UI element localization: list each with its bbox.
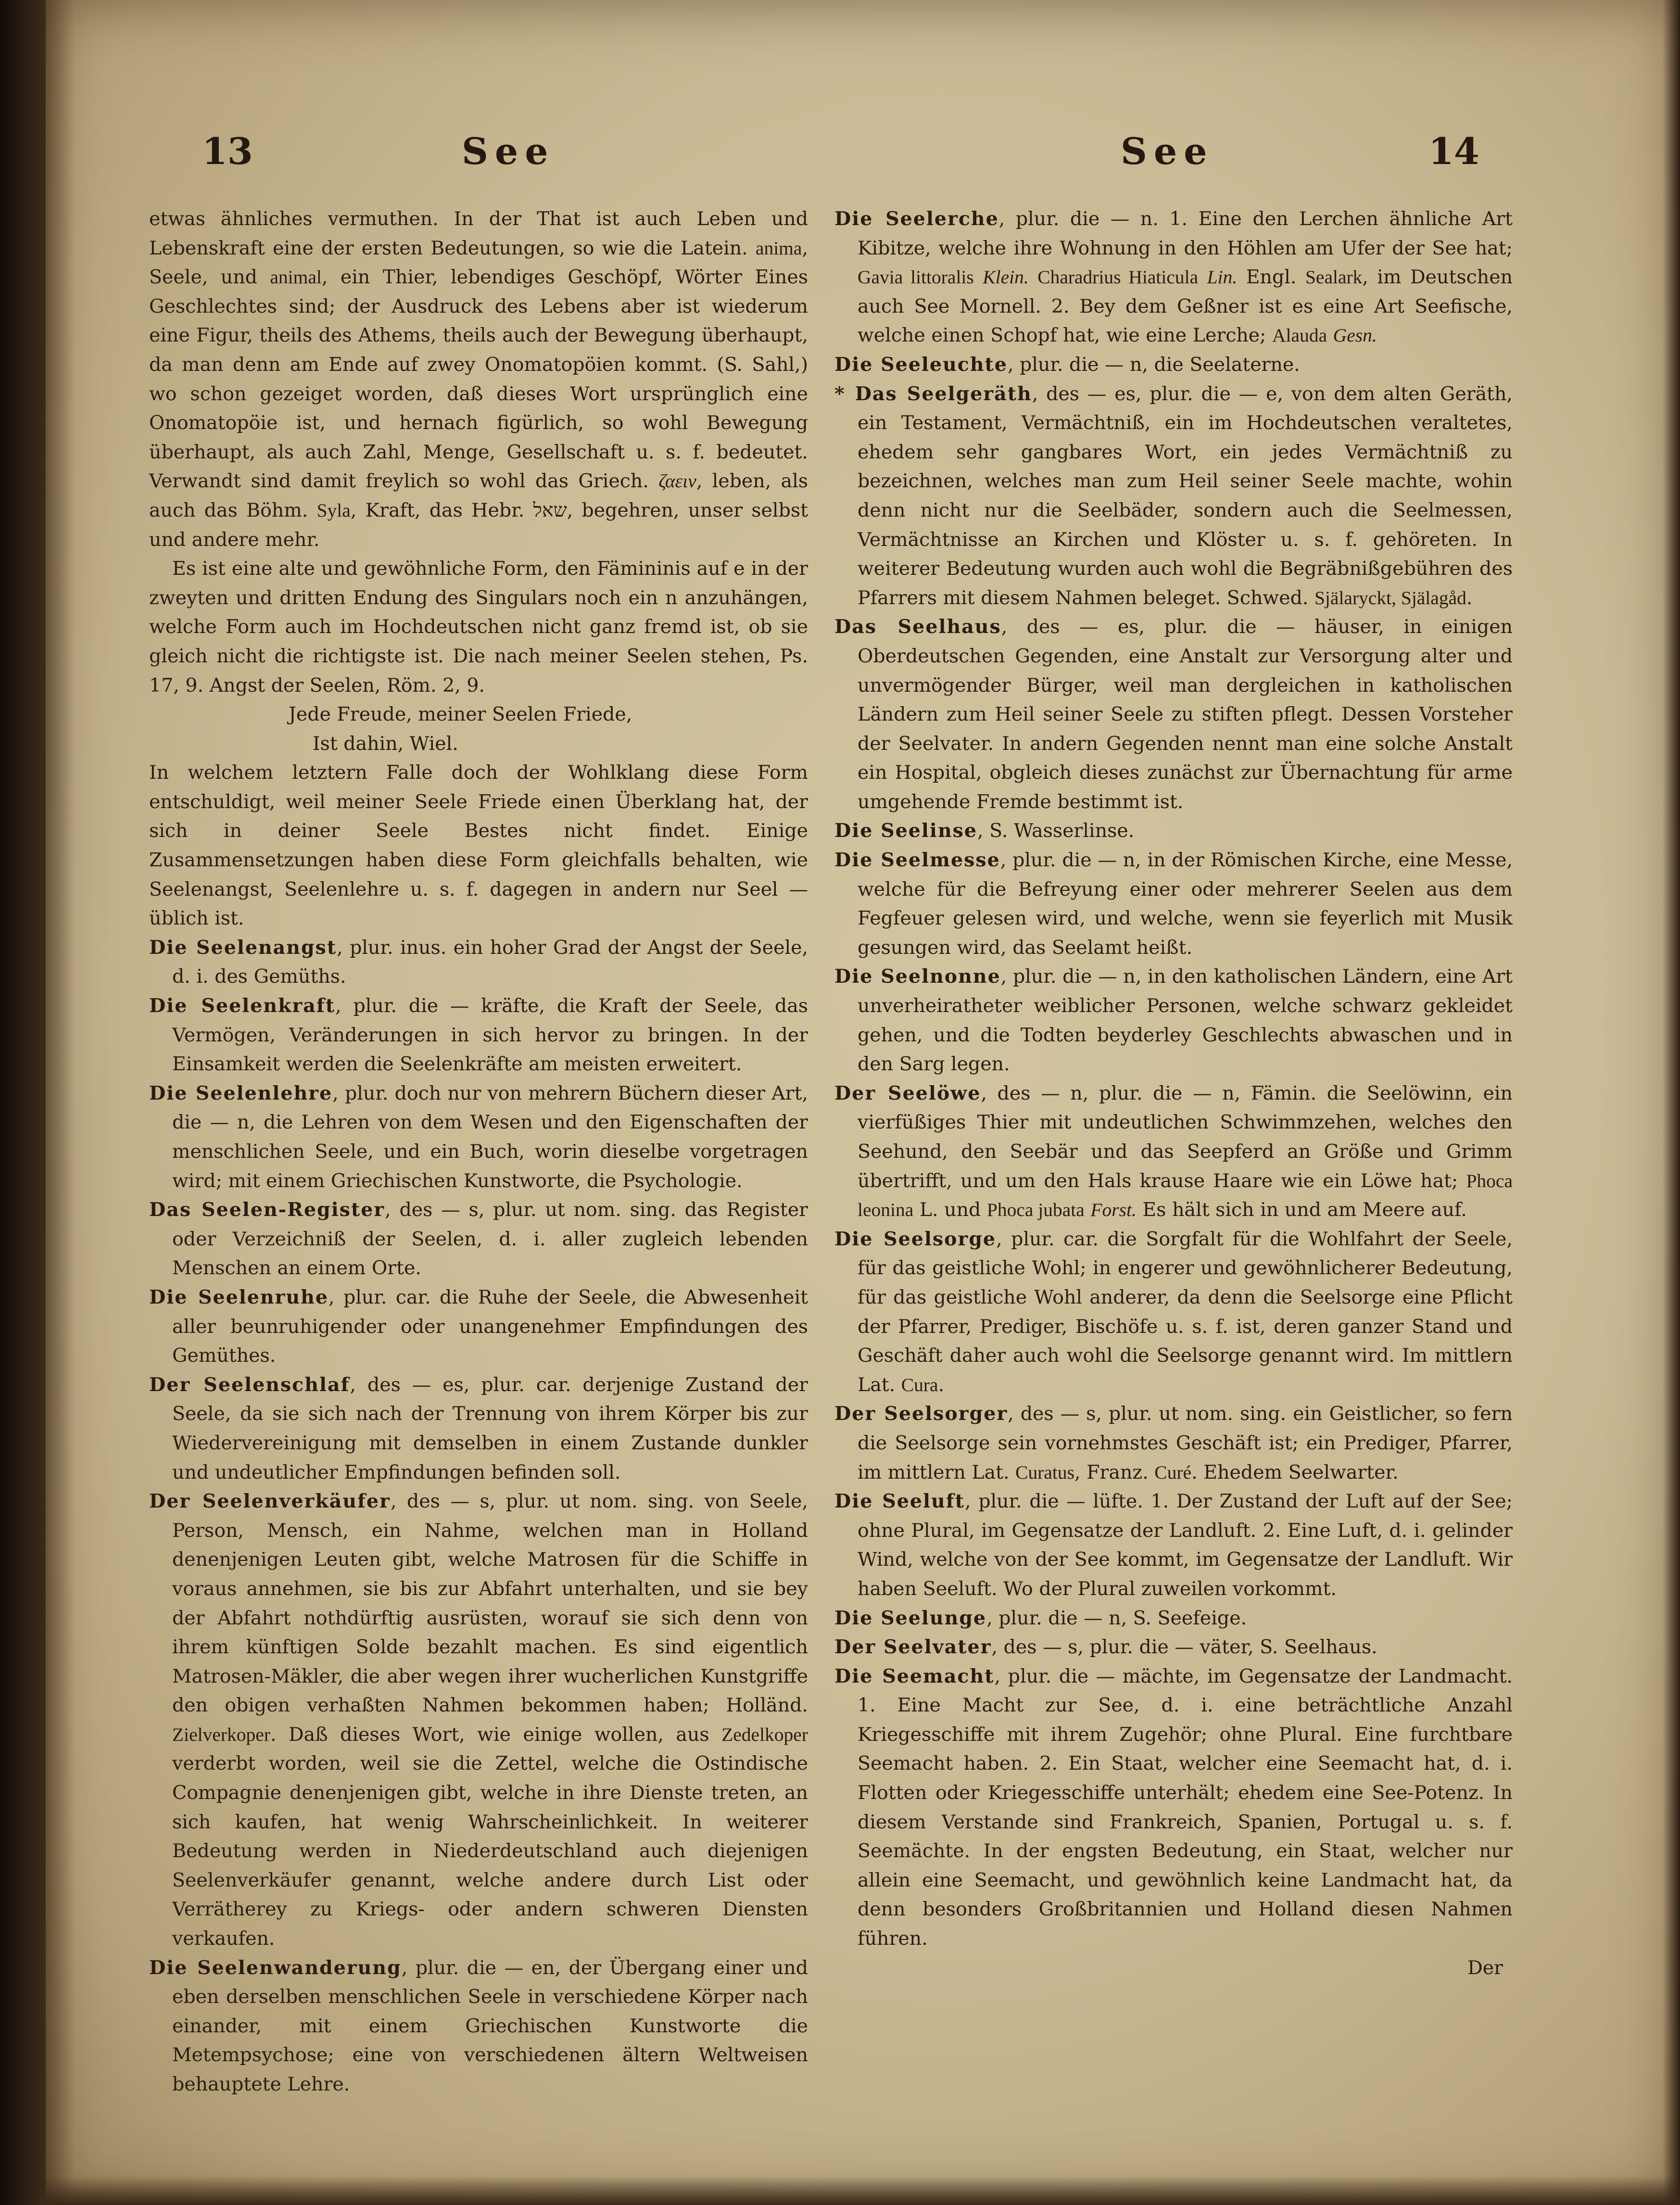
page-number-right: 14 xyxy=(1428,130,1479,173)
entry-headword: Der Seelenschlaf xyxy=(149,1373,350,1396)
page-number-left: 13 xyxy=(202,130,253,173)
entry-text: , S. Wasserlinse. xyxy=(977,820,1135,842)
entry-headword: Der Seelenverkäufer xyxy=(149,1490,391,1513)
entry-text: , ein Thier, lebendiges Geschöpf, Wörter Eines Geschlechtes sind; der Ausdruck des Lebens aber ist wiederum eine Figur, theils des Athems, theils auch der Bewegung überhaupt, da man denn am Ende auf zwey Onomatopöien kommt. (S. Sahl,) wo schon gezeiget worden, daß dieses Wort ursprünglich eine Onomatopöie ist, und hernach figürlich, so wohl Bewegung überhaupt, als auch Zahl, Menge, Gesellschaft u. s. f. bedeutet. Verwandt sind damit freylich so wohl das Griech. xyxy=(149,266,808,493)
entry-text: , des — es, plur. die — e, von dem alten Geräth, ein Testament, Vermächtniß, ein im Hochdeutschen veraltetes, ehedem sehr gangbares Wort, ein jedes Vermächtniß zu bezeichnen, welches man zum Heil seiner Seele machte, wohin denn nicht nur die Seelbäder, sondern auch die Seelmessen, Vermächtnisse an Kirchen und Klöster u. s. f. gehöreten. In weiterer Bedeutung wurden auch wohl die Begräbnißgebühren des Pfarrers mit diesem Nahmen beleget. Schwed. xyxy=(858,382,1513,609)
text-paragraph xyxy=(149,700,808,729)
entry-text: Phoca jubata xyxy=(986,1199,1085,1221)
entry-text: Lin. xyxy=(1207,266,1238,288)
entry-headword: Der Seelvater xyxy=(834,1636,992,1659)
entry-headword: Die Seeleuchte xyxy=(834,353,1008,376)
entry-text: , plur. car. die Ruhe der Seele, die Abwesenheit aller beunruhigender oder unangenehmer Empfindungen des Gemüthes. xyxy=(172,1286,808,1367)
entry-text: , plur. die — n, in der Römischen Kirche, eine Messe, welche für die Befreyung einer oder mehrerer Seelen aus dem Fegfeuer gelesen wird, und welche, wenn sie feyerlich mit Musik gesungen wird, das Seelamt heißt. xyxy=(858,849,1513,959)
entry-text: Gavia littoralis xyxy=(858,266,974,288)
entry-text: , des — es, plur. car. derjenige Zustand der Seele, da sie sich nach der Trennung von ihrem Körper bis zur Wiedervereinigung mit demselben in einem Zustande dunkler und undeutlicher Empfindungen befinden soll. xyxy=(172,1373,808,1483)
entry-text: , des — s, plur. ut nom. sing. von Seele, Person, Mensch, ein Nahme, welchen man in Holland denenjenigen Leuten gibt, welche Matrosen für die Schiffe in voraus annehmen, sie bis zur Abfahrt unterhalten, und sie bey der Abfahrt nothdürftig ausrüsten, worauf sie sich denn von ihrem künftigen Solde bezahlt machen. Es sind eigentlich Matrosen-Mäkler, die aber wegen ihrer wucherlichen Kunstgriffe den obigen verhaßten Nahmen bekommen haben; Holländ. xyxy=(172,1490,808,1717)
entry-text xyxy=(974,266,983,288)
text-paragraph xyxy=(149,554,808,700)
text-paragraph xyxy=(149,758,808,933)
book-gutter xyxy=(0,0,46,2205)
dictionary-entry xyxy=(149,1195,808,1283)
entry-text xyxy=(1327,324,1333,346)
entry-text: , des — s, plur. ut nom. sing. das Register oder Verzeichniß der Seelen, d. i. aller zugleich lebenden Menschen an einem Orte. xyxy=(172,1199,808,1280)
dictionary-entry xyxy=(834,204,1513,350)
entry-headword: Die Seelenwanderung xyxy=(149,1956,402,1979)
entry-headword: Die Seelsorge xyxy=(834,1228,997,1250)
entry-text: , begehren, unser selbst und andere mehr. xyxy=(149,499,808,551)
entry-headword: Die Seelunge xyxy=(834,1607,987,1629)
text-paragraph xyxy=(149,729,808,759)
dictionary-entry xyxy=(834,1604,1513,1633)
entry-text: Es ist eine alte und gewöhnliche Form, den Fämininis auf e in der zweyten und dritten Endung des Singulars noch ein n anzuhängen, welche Form auch im Hochdeutschen nicht ganz fremd ist, ob sie gleich nicht die richtigste ist. Die nach meiner Seelen stehen, Ps. 17, 9. Angst der Seelen, Röm. 2, 9. xyxy=(149,558,808,697)
entry-text: , leben, als auch das Böhm. xyxy=(149,470,808,521)
entry-headword: Die Seelinse xyxy=(834,820,978,842)
entry-text: ζαειν xyxy=(658,470,696,492)
entry-text: Zedelkoper xyxy=(721,1723,808,1745)
text-paragraph xyxy=(149,204,808,554)
entry-text: Phoca leonina xyxy=(858,1170,1513,1221)
entry-text: Ist dahin, Wiel. xyxy=(313,732,458,755)
entry-text: animal xyxy=(270,266,322,288)
dictionary-entry xyxy=(149,1953,808,2099)
entry-text: Curatus xyxy=(1015,1461,1075,1483)
entry-text: verderbt worden, weil sie die Zettel, welche die Ostindische Compagnie denenjenigen gibt, welche in ihre Dienste treten, an sich kaufen, hat wenig Wahrscheinlichkeit. In weiterer Bedeutung werden in Niederdeutschland auch diejenigen Seelenverkäufer genannt, welche andere durch List oder Verrätherey zu Kriegs- oder andern schweren Diensten verkaufen. xyxy=(172,1752,808,1950)
entry-text xyxy=(1085,1199,1091,1221)
dictionary-entry xyxy=(834,612,1513,816)
entry-text: , des — es, plur. die — häuser, in einigen Oberdeutschen Gegenden, eine Anstalt zur Versorgung alter und unvermögender Bürger, weil man dergleichen in katholischen Ländern zum Heil seiner Seele zu stiften pflegt. Dessen Vorsteher der Seelvater. In andern Gegenden nennt man eine solche Anstalt ein Hospital, obgleich dieses zunächst zur Übernachtung für arme umgehende Fremde bestimmt ist. xyxy=(858,616,1513,813)
entry-text: , Kraft, das Hebr. xyxy=(350,499,533,521)
entry-text: , plur. die — en, der Übergang einer und eben derselben menschlichen Seele in verschiedene Körper nach einander, mit einem Griechischen Kunstworte die Metempsychose; eine von verschiedenen ältern Weltweisen behauptete Lehre. xyxy=(172,1956,808,2095)
entry-text: , plur. die — lüfte. 1. Der Zustand der Luft auf der See; ohne Plural, im Gegensatze der Landluft. 2. Eine Luft, d. i. gelinder Wind, welche von der See kommt, im Gegensatze der Landluft. Wir haben Seeluft. Wo der Plural zuweilen vorkommt. xyxy=(858,1490,1513,1600)
entry-headword: Die Seelenkraft xyxy=(149,995,336,1017)
entry-text: , im Deutschen auch See Mornell. 2. Bey dem Geßner ist es eine Art Seefische, welche einen Schopf hat, wie eine Lerche; xyxy=(858,266,1513,347)
entry-text: Curé xyxy=(1154,1461,1192,1483)
page-edge-bottom xyxy=(46,2176,1680,2205)
dictionary-entry xyxy=(149,1370,808,1487)
dictionary-entry xyxy=(834,380,1513,613)
entry-headword: Die Seelmesse xyxy=(834,849,1000,872)
entry-text: , Franz. xyxy=(1074,1461,1155,1483)
entry-text: Charadrius Hiaticula xyxy=(1037,266,1199,288)
dictionary-entry xyxy=(834,350,1513,380)
entry-text: , plur. die — n, S. Seefeige. xyxy=(986,1607,1247,1629)
dictionary-entry xyxy=(834,1225,1513,1400)
entry-headword: Die Seeluft xyxy=(834,1490,965,1513)
entry-text: , des — n, plur. die — n, Fämin. die Seelöwinn, ein vierfüßiges Thier mit undeutlichen Schwimmzehen, welches den Seehund, den Seebär und das Seepferd an Größe und Grimm übertrifft, und um den Hals krause Haare wie ein Löwe hat; xyxy=(858,1082,1513,1192)
entry-headword: Die Seelerche xyxy=(834,208,999,230)
entry-headword: Das Seelen-Register xyxy=(149,1199,385,1221)
text-column-right xyxy=(834,204,1513,1982)
dictionary-entry xyxy=(149,933,808,991)
page-edge-right xyxy=(1663,0,1680,2205)
entry-text: Själaryckt, Själagåd xyxy=(1314,587,1466,608)
entry-text: , plur. die — kräfte, die Kraft der Seele, das Vermögen, Veränderungen in sich hervor zu bringen. In der Einsamkeit werden die Seelenkräfte am meisten erweitert. xyxy=(172,995,808,1076)
entry-text: , plur. doch nur von mehrern Büchern dieser Art, die — n, die Lehren von dem Wesen und den Eigenschaften der menschlichen Seele, und ein Buch, worin dieselbe vorgetragen wird; mit einem Griechischen Kunstworte, die Psychologie. xyxy=(172,1082,808,1192)
entry-text: L. und xyxy=(913,1199,987,1221)
entry-headword: * Das Seelgeräth xyxy=(834,382,1032,405)
entry-text: , Seele, und xyxy=(149,237,808,289)
entry-text: שאל xyxy=(533,499,567,521)
dictionary-entry xyxy=(149,1283,808,1370)
entry-text: , plur. inus. ein hoher Grad der Angst der Seele, d. i. des Gemüths. xyxy=(172,936,808,988)
running-head-right: See xyxy=(1121,130,1214,173)
entry-text: Gesn. xyxy=(1333,325,1377,346)
entry-text: In welchem letztern Falle doch der Wohlklang diese Form entschuldigt, weil meiner Seele Friede einen Überklang hat, der sich in deiner Seele Bestes nicht findet. Einige Zusammensetzungen haben diese Form gleichfalls behalten, wie Seelenangst, Seelenlehre u. s. f. dagegen in andern nur Seel — üblich ist. xyxy=(149,761,808,930)
dictionary-entry xyxy=(834,962,1513,1078)
entry-text: Zielverkoper xyxy=(172,1723,270,1745)
entry-headword: Die Seemacht xyxy=(834,1665,995,1687)
text-column-left xyxy=(149,204,808,2099)
entry-text: anima xyxy=(755,237,802,259)
entry-text: Syla xyxy=(316,499,351,521)
entry-text: . xyxy=(938,1373,945,1396)
dictionary-entry xyxy=(834,1487,1513,1603)
dictionary-entry xyxy=(149,1487,808,1953)
dictionary-entry xyxy=(834,816,1513,846)
entry-text: Alauda xyxy=(1272,325,1327,346)
entry-text: . Ehedem Seelwarter. xyxy=(1191,1461,1399,1483)
entry-headword: Der Seelsorger xyxy=(834,1403,1008,1425)
page-fold-shadow xyxy=(46,0,75,2205)
entry-text: Cura xyxy=(901,1374,938,1395)
entry-text: , plur. die — n, in den katholischen Ländern, eine Art unverheiratheter weiblicher Personen, welche schwarz gekleidet gehen, und die Todten beyderley Geschlechts abwaschen und in den Sarg legen. xyxy=(858,965,1513,1076)
entry-text: , plur. die — n. 1. Eine den Lerchen ähnliche Art Kibitze, welche ihre Wohnung in den Höhlen am Ufer der See hat; xyxy=(858,208,1513,259)
running-head-left: See xyxy=(462,130,555,173)
entry-text: Forst. xyxy=(1090,1199,1137,1221)
entry-text: , des — s, plur. die — väter, S. Seelhaus. xyxy=(991,1636,1377,1659)
entry-text: . Daß dieses Wort, wie einige wollen, aus xyxy=(270,1723,722,1746)
dictionary-entry xyxy=(149,1079,808,1195)
entry-headword: Das Seelhaus xyxy=(834,616,1001,638)
entry-text xyxy=(1198,266,1207,288)
entry-text: , plur. die — mächte, im Gegensatze der Landmacht. 1. Eine Macht zur See, d. i. eine beträchtliche Anzahl Kriegesschiffe mit ihrem Zugehör; ohne Plural. Eine furchtbare Seemacht haben. 2. Ein Staat, welcher eine Seemacht hat, d. i. Flotten oder Kriegesschiffe unterhält; ehedem eine See-Potenz. In diesem Verstande sind Frankreich, Spanien, Portugal u. s. f. Seemächte. In der engsten Bedeutung, ein Staat, welcher nur allein eine Seemacht, und gewöhnlich keine Landmacht hat, da denn besonders Großbritannien und Holland diesen Nahmen führen. xyxy=(858,1665,1513,1950)
catchword: Der xyxy=(1467,1956,1503,1979)
dictionary-entry xyxy=(834,1079,1513,1225)
entry-headword: Die Seelenruhe xyxy=(149,1286,329,1308)
entry-text: Klein. xyxy=(983,266,1029,288)
entry-headword: Der Seelöwe xyxy=(834,1082,981,1104)
dictionary-entry xyxy=(834,846,1513,962)
entry-headword: Die Seelenangst xyxy=(149,936,337,959)
entry-text: Engl. xyxy=(1237,266,1305,289)
entry-text: , des — s, plur. ut nom. sing. ein Geistlicher, so fern die Seelsorge sein vornehmstes Geschäft ist; ein Prediger, Pfarrer, im mittlern Lat. xyxy=(858,1403,1513,1483)
dictionary-entry xyxy=(834,1633,1513,1662)
entry-text: , plur. die — n, die Seelaterne. xyxy=(1007,353,1300,376)
dictionary-entry xyxy=(149,991,808,1079)
entry-text xyxy=(1029,266,1038,288)
entry-text: Sealark xyxy=(1305,266,1363,288)
dictionary-entry xyxy=(834,1399,1513,1487)
entry-text: etwas ähnliches vermuthen. In der That ist auch Leben und Lebenskraft eine der ersten Bedeutungen, so wie die Latein. xyxy=(149,208,808,259)
entry-headword: Die Seelnonne xyxy=(834,965,1001,988)
entry-text: Es hält sich in und am Meere auf. xyxy=(1136,1199,1467,1221)
entry-text: Jede Freude, meiner Seelen Friede, xyxy=(289,703,632,726)
entry-text: , plur. car. die Sorgfalt für die Wohlfahrt der Seele, für das geistliche Wohl; in engerer und gewöhnlicherer Bedeutung, für das geistliche Wohl anderer, da denn die Seelsorge eine Pflicht der Pfarrer, Prediger, Bischöfe u. s. f. ist, deren ganzer Stand und Geschäft daher auch wohl die Seelsorge genannt wird. Im mittlern Lat. xyxy=(858,1228,1513,1396)
dictionary-entry xyxy=(834,1662,1513,1953)
entry-text: . xyxy=(1466,586,1473,609)
entry-headword: Die Seelenlehre xyxy=(149,1082,333,1104)
